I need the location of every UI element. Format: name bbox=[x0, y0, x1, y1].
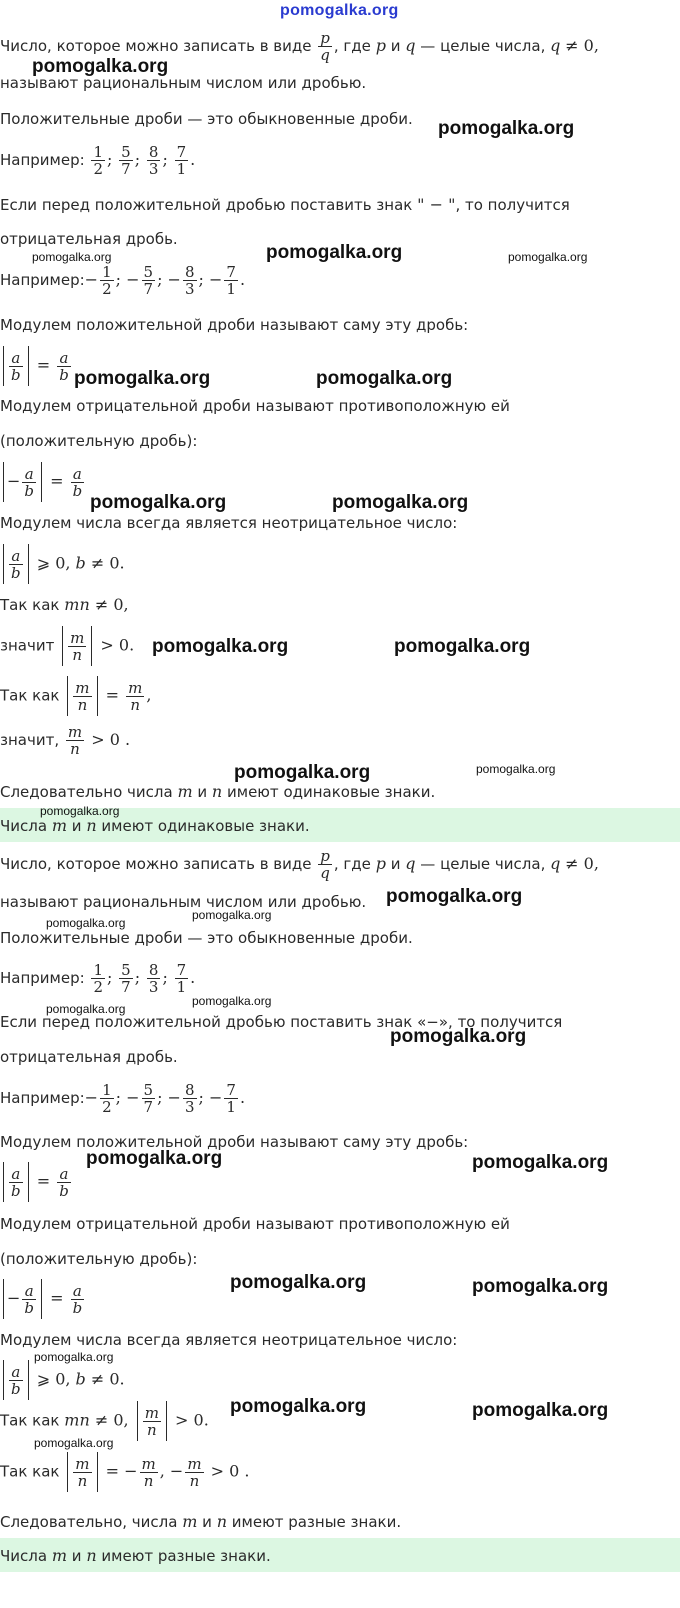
s2-conclusion: Следовательно, числа m и n имеют разные знаки. bbox=[0, 1512, 402, 1531]
watermark-text: pomogalka.org bbox=[332, 492, 469, 513]
watermark-text: pomogalka.org bbox=[472, 1152, 609, 1173]
watermark-text: pomogalka.org bbox=[438, 118, 575, 139]
s1-mod-neg-formula: − $\frac{a}{b}$ = $\frac{a}{b}$ bbox=[0, 462, 86, 502]
s2-positive: Положительные дроби — это обыкновенные дроби. bbox=[0, 929, 413, 947]
watermark-text: pomogalka.org bbox=[386, 886, 523, 907]
s1-means2-formula: значит, $\frac{m}{n}$ > 0 . bbox=[0, 723, 131, 758]
s1-mod-pos-formula: $\frac{a}{b}$ = $\frac{a}{b}$ bbox=[0, 346, 73, 386]
s2-since-mn: Так как mn ≠ 0, $\frac{m}{n}$ > 0. bbox=[0, 1401, 209, 1441]
watermark-text: pomogalka.org bbox=[508, 250, 588, 264]
watermark-text: pomogalka.org bbox=[472, 1400, 609, 1421]
watermark-text: pomogalka.org bbox=[46, 916, 126, 930]
watermark-text: pomogalka.org bbox=[34, 1436, 114, 1450]
s1-example-negative: Например:− $\frac{1}{2}$ ; − $\frac{5}{7}$ ; − $\frac{8}{3}$ ; − $\frac{7}{1}$ . bbox=[0, 263, 246, 298]
s1-negative-line: Если перед положительной дробью поставить знак " − ", то получится bbox=[0, 195, 570, 214]
watermark-text: pomogalka.org bbox=[234, 762, 371, 783]
watermark-text: pomogalka.org bbox=[394, 636, 531, 657]
s2-mod-neg-text: Модулем отрицательной дроби называют противоположную ей bbox=[0, 1215, 510, 1233]
s2-negative-line2: отрицательная дробь. bbox=[0, 1048, 178, 1066]
s1-mod-pos-text: Модулем положительной дроби называют саму эту дробь: bbox=[0, 316, 469, 334]
watermark-text: pomogalka.org bbox=[316, 368, 453, 389]
watermark-text: pomogalka.org bbox=[230, 1396, 367, 1417]
watermark-text: pomogalka.org bbox=[266, 242, 403, 263]
s1-mod-neg-text: Модулем отрицательной дроби называют противоположную ей bbox=[0, 397, 510, 415]
watermark-text: pomogalka.org bbox=[74, 368, 211, 389]
s2-mod-nonneg-formula: $\frac{a}{b}$ ⩾ 0, b ≠ 0. bbox=[0, 1360, 125, 1400]
s2-answer: Числа m и n имеют разные знаки. bbox=[0, 1546, 271, 1565]
watermark-text: pomogalka.org bbox=[230, 1272, 367, 1293]
watermark-text: pomogalka.org bbox=[34, 1350, 114, 1364]
s1-mod-nonneg-formula: $\frac{a}{b}$ ⩾ 0, b ≠ 0. bbox=[0, 544, 125, 584]
s1-example-positive: Например: $\frac{1}{2}$ ; $\frac{5}{7}$ ; $\frac{8}{3}$ ; $\frac{7}{1}$ . bbox=[0, 143, 196, 178]
s1-conclusion: Следовательно числа m и n имеют одинаковые знаки. bbox=[0, 782, 436, 801]
s2-since-formula: Так как $\frac{m}{n}$ = − $\frac{m}{n}$ , − $\frac{m}{n}$ > 0 . bbox=[0, 1452, 249, 1492]
s1-mod-neg-text2: (положительную дробь): bbox=[0, 432, 198, 450]
watermark-text: pomogalka.org bbox=[476, 762, 556, 776]
s2-mod-nonneg-text: Модулем числа всегда является неотрицательное число: bbox=[0, 1331, 458, 1349]
s1-negative-line2: отрицательная дробь. bbox=[0, 230, 178, 248]
s2-mod-neg-text2: (положительную дробь): bbox=[0, 1250, 198, 1268]
watermark-text: pomogalka.org bbox=[86, 1148, 223, 1169]
s1-means-formula: значит $\frac{m}{n}$ > 0. bbox=[0, 626, 134, 666]
s2-negative-line: Если перед положительной дробью поставить знак «−», то получится bbox=[0, 1013, 563, 1031]
s1-answer: Числа m и n имеют одинаковые знаки. bbox=[0, 816, 310, 835]
s2-mod-neg-formula: − $\frac{a}{b}$ = $\frac{a}{b}$ bbox=[0, 1279, 86, 1319]
s2-example-positive: Например: $\frac{1}{2}$ ; $\frac{5}{7}$ ; $\frac{8}{3}$ ; $\frac{7}{1}$ . bbox=[0, 961, 196, 996]
watermark-text: pomogalka.org bbox=[40, 804, 120, 818]
s1-intro-line2: называют рациональным числом или дробью. bbox=[0, 74, 367, 92]
s1-intro-line: Число, которое можно записать в виде $\frac{p}{q}$ , где p и q — целые числа, q ≠ 0, bbox=[0, 29, 599, 64]
watermark-text: pomogalka.org bbox=[472, 1276, 609, 1297]
watermark-text: pomogalka.org bbox=[32, 56, 169, 77]
watermark-text: pomogalka.org bbox=[90, 492, 227, 513]
s2-mod-pos-text: Модулем положительной дроби называют саму эту дробь: bbox=[0, 1133, 469, 1151]
watermark-text: pomogalka.org bbox=[152, 636, 289, 657]
s2-intro-line2: называют рациональным числом или дробью. bbox=[0, 893, 367, 911]
s1-mod-nonneg-text: Модулем числа всегда является неотрицательное число: bbox=[0, 514, 458, 532]
watermark-text: pomogalka.org bbox=[192, 908, 272, 922]
top-watermark: pomogalka.org bbox=[280, 2, 399, 19]
watermark-text: pomogalka.org bbox=[46, 1002, 126, 1016]
s1-since-formula: Так как $\frac{m}{n}$ = $\frac{m}{n}$ , bbox=[0, 676, 151, 716]
s2-mod-pos-formula: $\frac{a}{b}$ = $\frac{a}{b}$ bbox=[0, 1162, 73, 1202]
s2-example-negative: Например:− $\frac{1}{2}$ ; − $\frac{5}{7}$ ; − $\frac{8}{3}$ ; − $\frac{7}{1}$ . bbox=[0, 1081, 246, 1116]
s1-since-mn: Так как mn ≠ 0, bbox=[0, 595, 129, 614]
watermark-text: pomogalka.org bbox=[32, 250, 112, 264]
watermark-text: pomogalka.org bbox=[390, 1026, 527, 1047]
watermark-text: pomogalka.org bbox=[192, 994, 272, 1008]
s1-positive: Положительные дроби — это обыкновенные дроби. bbox=[0, 110, 413, 128]
s2-intro-line: Число, которое можно записать в виде $\frac{p}{q}$ , где p и q — целые числа, q ≠ 0, bbox=[0, 847, 599, 882]
